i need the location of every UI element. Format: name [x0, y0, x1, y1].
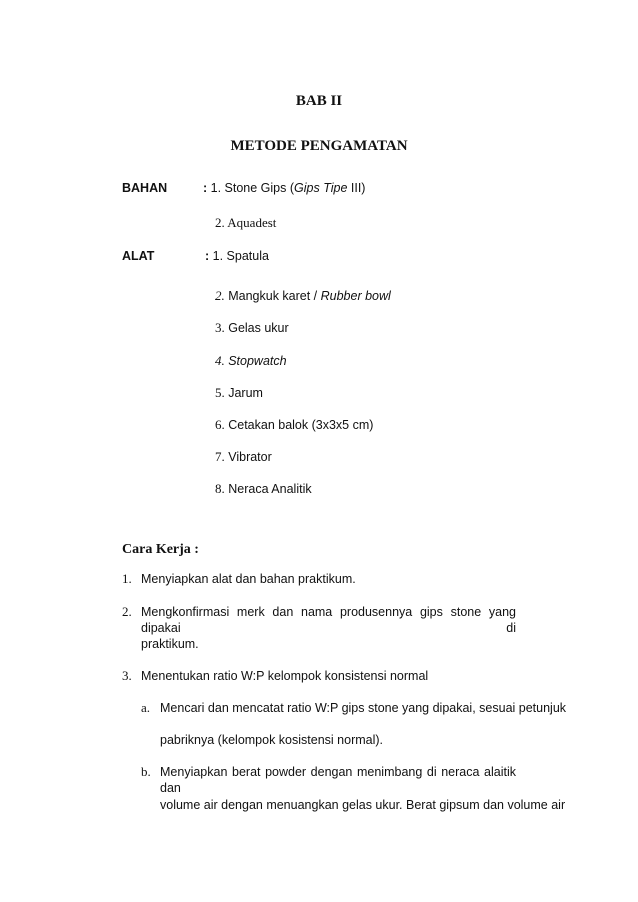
alat-item-5-text: Jarum: [224, 386, 263, 400]
alat-item-1-text: 1. Spatula: [212, 249, 269, 263]
alat-item-3-num: 3.: [215, 320, 225, 335]
sub-step-b-line-2: volume air dengan menuangkan gelas ukur. Berat gipsum dan volume air: [160, 798, 566, 812]
bahan-item-1-post: III): [347, 181, 366, 195]
alat-item-6: [215, 417, 373, 433]
sub-step-b-line-1: Menyiapkan berat powder dengan menimbang di neraca alaitik dan: [160, 765, 516, 795]
cara-kerja-title: Cara Kerja :: [122, 542, 199, 557]
chapter-title: METODE PENGAMATAN: [230, 138, 408, 154]
sub-step-a-line-2: pabriknya (kelompok kosistensi normal).: [160, 733, 384, 747]
alat-item-4: [215, 353, 287, 369]
alat-item-2-italic: Rubber bowl: [320, 289, 391, 303]
alat-label: ALAT: [122, 249, 155, 263]
step-3-number: 3.: [122, 668, 132, 683]
bahan-label: BAHAN: [122, 181, 168, 195]
alat-item-8: [215, 481, 312, 497]
alat-item-4-num: 4.: [215, 353, 225, 368]
step-1-number: 1.: [122, 571, 132, 586]
bahan-item-1: [203, 180, 365, 196]
bahan-separator: :: [203, 181, 211, 195]
alat-item-6-text: Cetakan balok (3x3x5 cm): [224, 418, 374, 432]
alat-item-5: [215, 385, 263, 401]
alat-item-7: [215, 449, 272, 465]
sub-step-a-line-1: Mencari dan mencatat ratio W:P gips stone yang dipakai, sesuai petunjuk: [160, 701, 567, 715]
alat-item-2: [215, 288, 391, 304]
alat-item-3-text: Gelas ukur: [224, 321, 289, 335]
bahan-item-1-italic: Gips Tipe: [294, 181, 348, 195]
alat-item-1: [205, 248, 269, 264]
step-2-line-2: praktikum.: [141, 637, 199, 651]
sub-step-b-letter: b.: [141, 764, 151, 779]
alat-item-8-num: 8.: [215, 481, 225, 496]
alat-item-7-num: 7.: [215, 449, 225, 464]
alat-separator: :: [205, 249, 213, 263]
alat-item-6-num: 6.: [215, 417, 225, 432]
alat-item-5-num: 5.: [215, 385, 225, 400]
alat-item-2-num: 2.: [215, 288, 225, 303]
alat-item-7-text: Vibrator: [224, 450, 272, 464]
step-1-text: Menyiapkan alat dan bahan praktikum.: [141, 572, 356, 586]
bahan-item-1-pre: 1. Stone Gips (: [210, 181, 295, 195]
alat-item-3: [215, 320, 289, 336]
chapter-heading: BAB II: [295, 93, 343, 109]
step-2-line-1: Mengkonfirmasi merk dan nama produsennya gips stone yang dipakai di: [141, 605, 516, 635]
alat-item-8-text: Neraca Analitik: [224, 482, 312, 496]
step-3-text: Menentukan ratio W:P kelompok konsistensi normal: [141, 669, 429, 683]
sub-step-a-letter: a.: [141, 700, 151, 715]
alat-item-2-pre: Mangkuk karet /: [224, 289, 321, 303]
bahan-item-2: 2. Aquadest: [215, 215, 277, 230]
step-2-number: 2.: [122, 604, 132, 619]
alat-item-4-text: Stopwatch: [224, 354, 287, 368]
